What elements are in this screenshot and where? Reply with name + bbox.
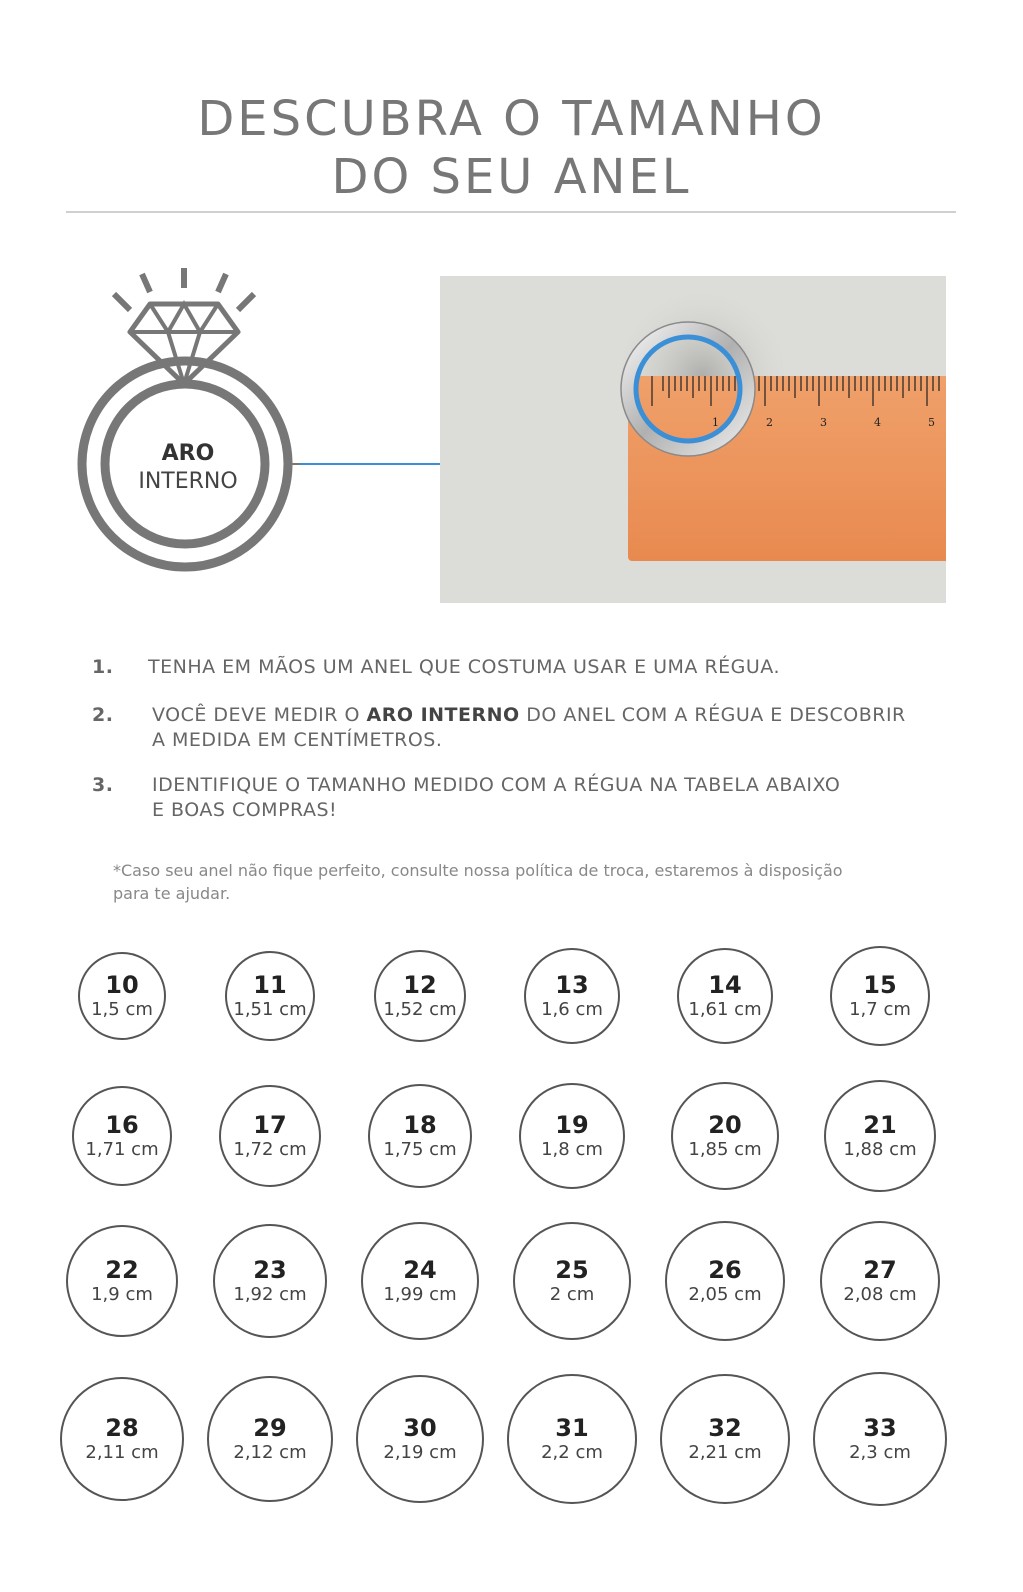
size-measure: 2,19 cm [383, 1442, 457, 1463]
size-measure: 2,08 cm [843, 1284, 917, 1305]
size-circle [513, 1222, 631, 1340]
size-measure: 1,6 cm [541, 999, 603, 1020]
step-number: 1. [92, 656, 114, 678]
step-text-line2: A MEDIDA EM CENTÍMETROS. [152, 729, 443, 751]
size-measure: 1,72 cm [233, 1139, 307, 1160]
size-number: 12 [403, 971, 437, 999]
size-circle [356, 1375, 484, 1503]
size-measure: 1,88 cm [843, 1139, 917, 1160]
size-circle [824, 1080, 936, 1192]
size-circle [207, 1376, 333, 1502]
step-text-emphasis: ARO INTERNO [366, 704, 520, 726]
size-measure: 1,7 cm [849, 999, 911, 1020]
step-text [152, 773, 972, 823]
size-number: 20 [708, 1111, 742, 1139]
step-text-part: DO ANEL COM A RÉGUA E DESCOBRIR [519, 704, 906, 726]
size-circle [524, 948, 620, 1044]
size-measure: 1,61 cm [688, 999, 762, 1020]
size-number: 31 [555, 1414, 589, 1442]
size-number: 28 [105, 1414, 139, 1442]
size-circle [677, 948, 773, 1044]
size-circle [225, 951, 315, 1041]
size-measure: 2,2 cm [541, 1442, 603, 1463]
ruler-label-3: 3 [820, 416, 827, 429]
size-number: 16 [105, 1111, 139, 1139]
size-circle [60, 1377, 184, 1501]
ruler-label-4: 4 [874, 416, 881, 429]
size-circle [66, 1225, 178, 1337]
size-measure: 1,51 cm [233, 999, 307, 1020]
size-measure: 1,92 cm [233, 1284, 307, 1305]
size-number: 22 [105, 1256, 139, 1284]
step-2 [92, 703, 972, 773]
size-circle [660, 1374, 790, 1504]
size-circle [361, 1222, 479, 1340]
size-circle [213, 1224, 327, 1338]
size-number: 26 [708, 1256, 742, 1284]
size-number: 10 [105, 971, 139, 999]
instructions-list [92, 655, 972, 853]
size-measure: 2,11 cm [85, 1442, 159, 1463]
size-number: 23 [253, 1256, 287, 1284]
label-aro: ARO [161, 441, 215, 466]
title-line-1: DESCUBRA O TAMANHO [197, 91, 826, 148]
exchange-policy-note [113, 859, 933, 905]
size-number: 33 [863, 1414, 897, 1442]
inner-ring-label [112, 440, 264, 496]
size-circle [820, 1221, 940, 1341]
size-measure: 1,5 cm [91, 999, 153, 1020]
size-measure: 1,99 cm [383, 1284, 457, 1305]
size-number: 19 [555, 1111, 589, 1139]
size-measure: 2,12 cm [233, 1442, 307, 1463]
size-number: 24 [403, 1256, 437, 1284]
ruler-label-1: 1 [712, 416, 719, 429]
size-measure: 1,75 cm [383, 1139, 457, 1160]
size-number: 27 [863, 1256, 897, 1284]
size-number: 29 [253, 1414, 287, 1442]
size-measure: 1,9 cm [91, 1284, 153, 1305]
size-number: 21 [863, 1111, 897, 1139]
divider [66, 211, 956, 213]
size-number: 32 [708, 1414, 742, 1442]
size-number: 18 [403, 1111, 437, 1139]
size-circle [507, 1374, 637, 1504]
step-text-part: VOCÊ DEVE MEDIR O [152, 704, 367, 726]
step-text-line1: IDENTIFIQUE O TAMANHO MEDIDO COM A RÉGUA NA TABELA ABAIXO [152, 774, 841, 796]
step-3 [92, 773, 972, 853]
size-circle [813, 1372, 947, 1506]
title-line-2: DO SEU ANEL [331, 149, 692, 206]
size-number: 13 [555, 971, 589, 999]
size-number: 14 [708, 971, 742, 999]
note-line-2: para te ajudar. [113, 884, 231, 903]
size-measure: 2,21 cm [688, 1442, 762, 1463]
size-number: 25 [555, 1256, 589, 1284]
diamond-ring-icon [72, 268, 302, 590]
size-measure: 1,85 cm [688, 1139, 762, 1160]
size-number: 17 [253, 1111, 287, 1139]
page-title [0, 90, 1023, 206]
label-interno: INTERNO [138, 469, 238, 494]
ruler-label-2: 2 [766, 416, 773, 429]
step-number: 3. [92, 774, 114, 796]
step-text [152, 703, 972, 753]
step-text: TENHA EM MÃOS UM ANEL QUE COSTUMA USAR E UMA RÉGUA. [148, 656, 780, 678]
size-circle [78, 952, 166, 1040]
size-measure: 1,52 cm [383, 999, 457, 1020]
ruler-label-5: 5 [928, 416, 935, 429]
note-line-1: *Caso seu anel não fique perfeito, consulte nossa política de troca, estaremos à disposição [113, 861, 843, 880]
size-circle [374, 950, 466, 1042]
size-measure: 2 cm [549, 1284, 595, 1305]
size-circle [671, 1082, 779, 1190]
size-measure: 1,71 cm [85, 1139, 159, 1160]
size-number: 11 [253, 971, 287, 999]
step-1 [92, 655, 972, 703]
size-circle [368, 1084, 472, 1188]
step-number: 2. [92, 704, 114, 726]
size-number: 15 [863, 971, 897, 999]
size-circle [72, 1086, 172, 1186]
size-circle [830, 946, 930, 1046]
step-text-line2: E BOAS COMPRAS! [152, 799, 338, 821]
size-measure: 1,8 cm [541, 1139, 603, 1160]
size-measure: 2,3 cm [849, 1442, 911, 1463]
size-circle [519, 1083, 625, 1189]
size-number: 30 [403, 1414, 437, 1442]
size-circle [665, 1221, 785, 1341]
ring-on-ruler-photo [440, 276, 946, 603]
size-circle [219, 1085, 321, 1187]
size-measure: 2,05 cm [688, 1284, 762, 1305]
